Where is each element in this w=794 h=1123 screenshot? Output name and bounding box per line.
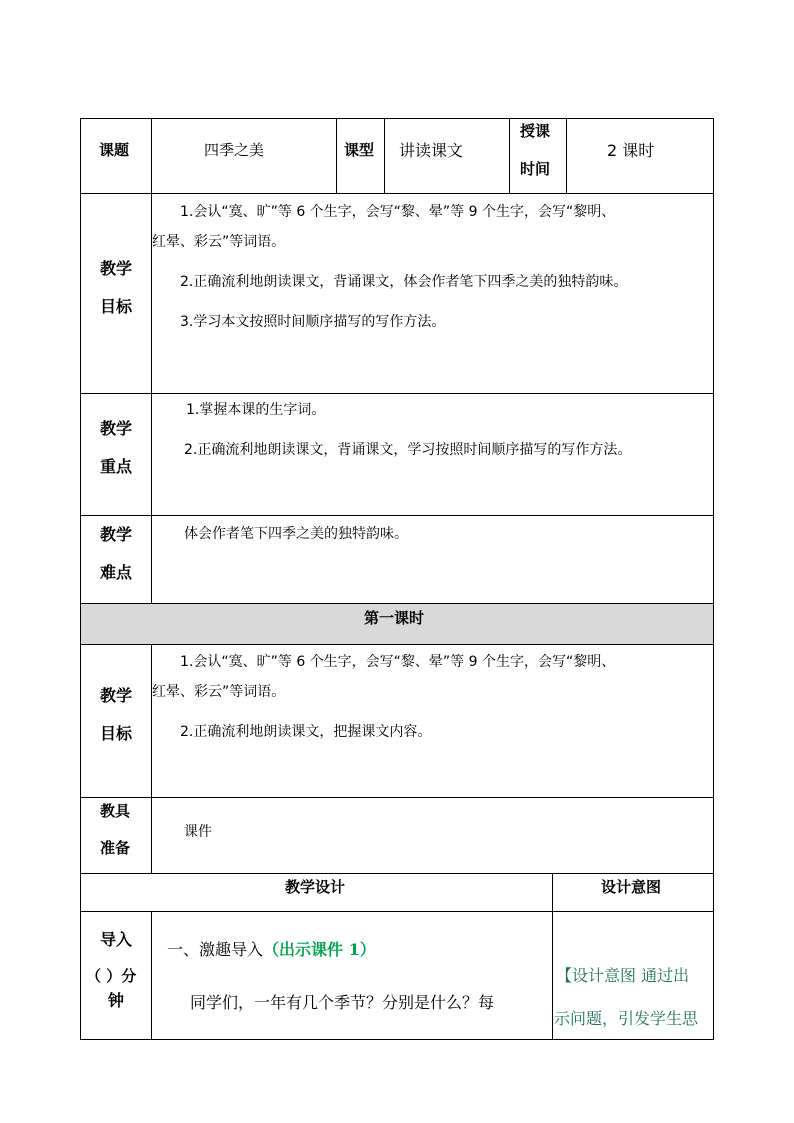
objective-1-cont: 红晕、彩云”等词语。 [152,234,286,250]
grid-line [151,911,152,1039]
grid-line [80,118,714,119]
tools-label-line1: 教具 [100,802,131,820]
keypoints-label-line1: 教学 [100,419,133,438]
objectives-label-line1: 教学 [100,259,133,278]
intro-section-title-row [167,942,376,958]
intent-text-line1: 【设计意图 通过出 [556,966,690,985]
lesson-title: 四季之美 [204,141,265,159]
grid-line [151,193,152,603]
grid-line [80,603,714,604]
lesson1-objective-1-cont: 红晕、彩云”等词语。 [152,684,286,700]
design-intent-header: 设计意图 [601,878,662,896]
time-value: 2 课时 [607,141,655,160]
grid-line [80,873,714,874]
grid-line [566,118,567,193]
topic-label: 课题 [99,141,130,159]
grid-line [336,118,337,193]
grid-line [151,118,152,193]
difficulties-label-line1: 教学 [100,525,133,544]
grid-line [552,873,553,1039]
grid-line [384,118,385,193]
lesson1-objectives-label-line2: 目标 [100,724,133,743]
objectives-label-line2: 目标 [100,297,133,316]
keypoint-2: 2.正确流利地朗读课文，背诵课文，学习按照时间顺序描写的写作方法。 [184,442,632,458]
type-value: 讲读课文 [399,141,464,160]
time-label-line1: 授课 [520,122,551,140]
grid-line [80,118,81,1040]
intro-body-text: 同学们，一年有几个季节？分别是什么？每 [190,993,495,1012]
difficulty-1: 体会作者笔下四季之美的独特韵味。 [184,526,408,542]
intro-label-line3: 钟 [108,991,125,1010]
tools-value: 课件 [184,824,212,840]
grid-line [80,193,714,194]
objective-2: 2.正确流利地朗读课文，背诵课文，体会作者笔下四季之美的独特韵味。 [180,274,628,290]
grid-line [80,1039,714,1040]
grid-line [509,118,510,193]
first-lesson-heading: 第一课时 [364,609,425,627]
objective-3: 3.学习本文按照时间顺序描写的写作方法。 [180,314,446,330]
grid-line [80,797,714,798]
intro-label-line1: 导入 [100,930,133,949]
difficulties-label-line2: 难点 [100,563,133,582]
intro-section-note: （出示课件 1） [263,940,376,959]
lesson1-objectives-label-line1: 教学 [100,686,133,705]
grid-line [80,911,714,912]
intent-text-line2: 示问题，引发学生思 [554,1009,699,1028]
keypoint-1: 1.掌握本课的生字词。 [186,402,326,418]
teaching-design-header: 教学设计 [285,878,346,896]
tools-label-line2: 准备 [100,839,131,857]
grid-line [80,644,714,645]
type-label: 课型 [344,141,375,159]
objective-1: 1.会认“寞、旷”等 6 个生字，会写“黎、晕”等 9 个生字，会写“黎明、 [180,204,616,220]
keypoints-label-line2: 重点 [100,457,133,476]
grid-line [713,118,714,1040]
grid-line [151,644,152,873]
grid-line [80,393,714,394]
time-label-line2: 时间 [520,160,551,178]
intro-section-title: 一、激趣导入 [167,940,264,959]
lesson1-objective-1: 1.会认“寞、旷”等 6 个生字，会写“黎、晕”等 9 个生字，会写“黎明、 [180,654,616,670]
lesson1-objective-2: 2.正确流利地朗读课文，把握课文内容。 [180,724,432,740]
intro-label-line2: （ ）分 [86,967,137,985]
grid-line [80,515,714,516]
